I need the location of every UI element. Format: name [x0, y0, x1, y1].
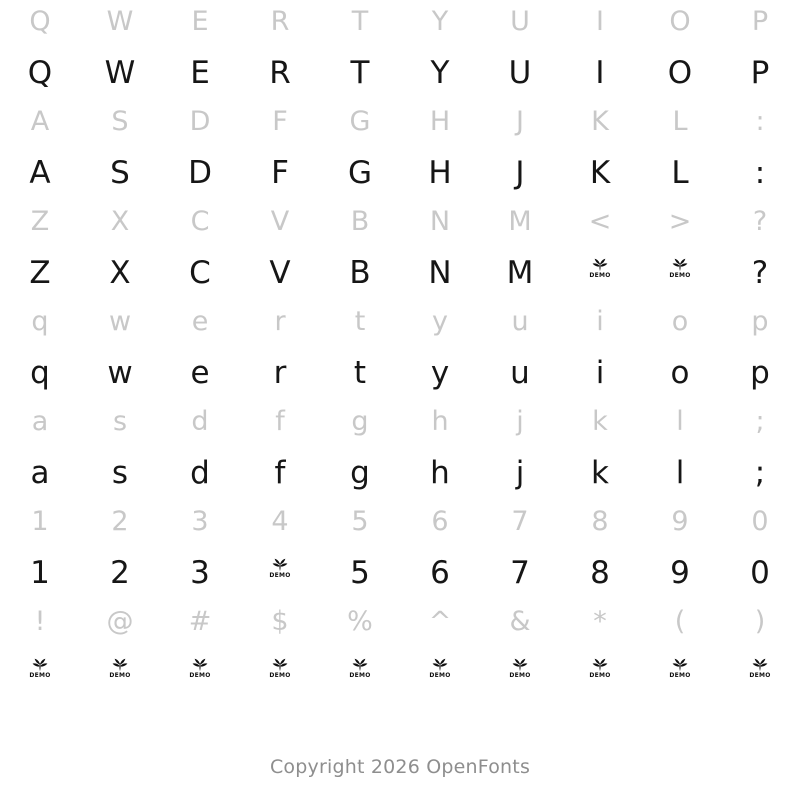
character-key-label: j	[516, 405, 524, 437]
character-cell	[720, 604, 800, 704]
demo-placeholder-label: DEMO	[189, 672, 211, 679]
character-row	[0, 504, 800, 604]
character-glyph: 5	[350, 554, 370, 591]
character-glyph: A	[29, 154, 51, 191]
character-key-label: J	[516, 105, 524, 137]
demo-placeholder-label: DEMO	[749, 672, 771, 679]
character-cell	[80, 404, 160, 504]
character-glyph: D	[188, 154, 212, 191]
demo-placeholder-icon	[420, 656, 460, 696]
character-glyph: G	[347, 154, 373, 191]
character-cell	[400, 4, 480, 104]
character-glyph: ?	[751, 254, 769, 291]
character-key-label: P	[751, 5, 769, 37]
character-key-label: 3	[191, 505, 209, 537]
demo-placeholder-label: DEMO	[29, 672, 51, 679]
character-key-label: q	[31, 305, 49, 337]
character-key-label: h	[431, 405, 449, 437]
character-key-label: H	[429, 105, 451, 137]
character-cell	[160, 304, 240, 404]
character-glyph: ;	[754, 454, 766, 491]
character-key-label: D	[189, 105, 211, 137]
character-cell	[560, 204, 640, 304]
character-glyph: W	[104, 54, 136, 91]
character-key-label: l	[676, 405, 684, 437]
character-cell	[480, 104, 560, 204]
character-key-label: ?	[752, 205, 768, 237]
character-key-label: 4	[271, 505, 289, 537]
character-cell	[480, 504, 560, 604]
character-cell	[720, 404, 800, 504]
character-glyph: f	[274, 454, 286, 491]
character-key-label: f	[275, 405, 285, 437]
character-glyph: T	[350, 54, 370, 91]
character-key-label: X	[110, 205, 130, 237]
character-cell	[560, 4, 640, 104]
character-glyph: N	[428, 254, 452, 291]
character-key-label: W	[106, 5, 134, 37]
demo-placeholder-icon	[340, 656, 380, 696]
character-key-label: t	[354, 305, 366, 337]
character-row	[0, 604, 800, 704]
character-glyph: E	[190, 54, 210, 91]
character-cell	[80, 204, 160, 304]
demo-placeholder-icon	[580, 256, 620, 296]
character-glyph: H	[428, 154, 452, 191]
character-key-label: 7	[511, 505, 529, 537]
character-cell	[480, 604, 560, 704]
character-cell	[640, 404, 720, 504]
demo-placeholder-label: DEMO	[109, 672, 131, 679]
demo-placeholder-label: DEMO	[349, 672, 371, 679]
character-cell	[560, 504, 640, 604]
character-key-label: 8	[591, 505, 609, 537]
character-key-label: r	[274, 305, 286, 337]
character-cell	[0, 4, 80, 104]
character-glyph: R	[269, 54, 291, 91]
character-cell	[160, 504, 240, 604]
demo-placeholder-label: DEMO	[669, 672, 691, 679]
character-key-label: (	[674, 605, 686, 637]
character-glyph: :	[754, 154, 766, 191]
demo-placeholder-icon	[20, 656, 60, 696]
character-key-label: <	[588, 205, 612, 237]
character-glyph: X	[109, 254, 131, 291]
character-glyph: B	[349, 254, 371, 291]
character-cell	[0, 504, 80, 604]
character-cell	[0, 104, 80, 204]
character-key-label: a	[31, 405, 49, 437]
demo-placeholder-icon	[660, 656, 700, 696]
character-glyph: j	[515, 454, 525, 491]
character-row	[0, 4, 800, 104]
character-key-label: $	[271, 605, 289, 637]
demo-placeholder-icon	[260, 656, 300, 696]
character-cell	[80, 4, 160, 104]
character-cell	[160, 404, 240, 504]
character-cell	[400, 404, 480, 504]
character-key-label: N	[429, 205, 451, 237]
character-key-label: o	[671, 305, 689, 337]
character-key-label: 1	[31, 505, 49, 537]
character-cell	[320, 204, 400, 304]
character-cell	[720, 204, 800, 304]
character-glyph: 7	[510, 554, 530, 591]
character-key-label: F	[272, 105, 288, 137]
character-cell	[480, 404, 560, 504]
character-glyph: s	[111, 454, 129, 491]
character-glyph: O	[667, 54, 693, 91]
character-glyph: 0	[750, 554, 770, 591]
character-key-label: :	[755, 105, 765, 137]
character-key-label: >	[668, 205, 692, 237]
character-glyph: 2	[110, 554, 130, 591]
character-key-label: )	[754, 605, 766, 637]
character-glyph: 3	[190, 554, 210, 591]
character-cell	[640, 104, 720, 204]
demo-placeholder-icon	[580, 656, 620, 696]
character-key-label: ^	[428, 605, 452, 637]
character-row	[0, 404, 800, 504]
character-glyph: 9	[670, 554, 690, 591]
character-glyph: t	[353, 354, 367, 391]
demo-placeholder-icon	[180, 656, 220, 696]
character-key-label: 9	[671, 505, 689, 537]
character-glyph: p	[750, 354, 770, 391]
character-key-label: #	[188, 605, 212, 637]
character-cell	[480, 304, 560, 404]
demo-placeholder-label: DEMO	[589, 672, 611, 679]
character-cell	[480, 4, 560, 104]
character-glyph: r	[273, 354, 287, 391]
character-key-label: *	[593, 605, 607, 637]
character-glyph: e	[190, 354, 210, 391]
character-key-label: @	[106, 605, 134, 637]
character-cell	[0, 404, 80, 504]
character-glyph: u	[510, 354, 530, 391]
character-cell	[320, 404, 400, 504]
character-cell	[320, 104, 400, 204]
character-cell	[640, 204, 720, 304]
character-glyph: K	[589, 154, 611, 191]
character-cell	[240, 104, 320, 204]
character-cell	[400, 604, 480, 704]
character-cell	[80, 104, 160, 204]
character-cell	[160, 204, 240, 304]
character-cell	[400, 104, 480, 204]
character-glyph: w	[107, 354, 133, 391]
character-cell	[560, 404, 640, 504]
character-key-label: %	[347, 605, 373, 637]
character-cell	[240, 4, 320, 104]
character-glyph: 6	[430, 554, 450, 591]
character-glyph: 8	[590, 554, 610, 591]
character-glyph: d	[190, 454, 210, 491]
character-cell	[560, 604, 640, 704]
demo-placeholder-icon	[100, 656, 140, 696]
character-glyph: C	[189, 254, 211, 291]
character-cell	[400, 304, 480, 404]
demo-placeholder-icon	[260, 556, 300, 596]
character-key-label: L	[672, 105, 688, 137]
character-glyph: P	[750, 54, 770, 91]
character-key-label: Z	[30, 205, 50, 237]
character-key-label: Y	[431, 5, 449, 37]
character-cell	[640, 604, 720, 704]
character-row	[0, 204, 800, 304]
character-cell	[320, 504, 400, 604]
character-cell	[560, 104, 640, 204]
character-glyph: V	[269, 254, 291, 291]
character-cell	[80, 604, 160, 704]
character-cell	[240, 604, 320, 704]
copyright-notice: Copyright 2026 OpenFonts	[269, 756, 531, 778]
character-glyph: J	[515, 154, 525, 191]
character-cell	[160, 604, 240, 704]
character-key-label: p	[751, 305, 769, 337]
character-key-label: S	[111, 105, 129, 137]
character-key-label: !	[34, 605, 46, 637]
character-cell	[80, 504, 160, 604]
character-cell	[320, 4, 400, 104]
character-key-label: 5	[351, 505, 369, 537]
character-cell	[480, 204, 560, 304]
character-cell	[0, 304, 80, 404]
character-cell	[240, 204, 320, 304]
character-glyph: o	[670, 354, 690, 391]
demo-placeholder-label: DEMO	[429, 672, 451, 679]
character-glyph: y	[430, 354, 450, 391]
character-cell	[80, 304, 160, 404]
character-glyph: 1	[30, 554, 50, 591]
character-glyph: L	[671, 154, 689, 191]
character-cell	[640, 4, 720, 104]
character-cell	[320, 304, 400, 404]
character-key-label: e	[191, 305, 209, 337]
character-key-label: k	[592, 405, 608, 437]
character-key-label: w	[108, 305, 132, 337]
character-cell	[400, 204, 480, 304]
character-key-label: A	[30, 105, 50, 137]
character-cell	[720, 504, 800, 604]
character-key-label: R	[270, 5, 290, 37]
character-key-label: ;	[755, 405, 765, 437]
character-key-label: Q	[29, 5, 51, 37]
character-glyph: i	[595, 354, 605, 391]
character-cell	[240, 504, 320, 604]
character-cell	[0, 604, 80, 704]
character-key-label: K	[591, 105, 609, 137]
character-key-label: 2	[111, 505, 129, 537]
character-key-label: T	[351, 5, 369, 37]
character-key-label: V	[270, 205, 290, 237]
character-glyph: Q	[27, 54, 53, 91]
character-key-label: 0	[751, 505, 769, 537]
demo-placeholder-label: DEMO	[589, 272, 611, 279]
character-key-label: M	[508, 205, 532, 237]
character-key-label: &	[509, 605, 531, 637]
character-cell	[0, 204, 80, 304]
character-cell	[640, 504, 720, 604]
demo-placeholder-icon	[740, 656, 780, 696]
demo-placeholder-label: DEMO	[269, 572, 291, 579]
character-key-label: d	[191, 405, 209, 437]
character-glyph: h	[430, 454, 450, 491]
character-glyph: q	[30, 354, 50, 391]
character-cell	[400, 504, 480, 604]
character-cell	[720, 104, 800, 204]
character-key-label: E	[191, 5, 209, 37]
character-key-label: C	[190, 205, 210, 237]
character-glyph: U	[508, 54, 532, 91]
character-cell	[160, 4, 240, 104]
character-cell	[160, 104, 240, 204]
demo-placeholder-label: DEMO	[509, 672, 531, 679]
character-key-label: 6	[431, 505, 449, 537]
character-cell	[320, 604, 400, 704]
character-glyph: M	[506, 254, 534, 291]
character-key-label: B	[350, 205, 370, 237]
character-key-label: O	[669, 5, 691, 37]
character-row	[0, 104, 800, 204]
character-glyph: k	[591, 454, 609, 491]
character-key-label: g	[351, 405, 369, 437]
character-cell	[240, 304, 320, 404]
character-key-label: U	[510, 5, 530, 37]
character-cell	[720, 4, 800, 104]
character-key-label: i	[596, 305, 604, 337]
demo-placeholder-label: DEMO	[269, 672, 291, 679]
demo-placeholder-icon	[660, 256, 700, 296]
character-glyph: S	[110, 154, 130, 191]
character-glyph: I	[595, 54, 605, 91]
character-key-label: u	[511, 305, 529, 337]
character-key-label: y	[432, 305, 448, 337]
character-key-label: G	[349, 105, 371, 137]
character-key-label: s	[112, 405, 128, 437]
character-key-label: I	[596, 5, 604, 37]
character-glyph: a	[30, 454, 50, 491]
character-glyph: l	[675, 454, 685, 491]
demo-placeholder-label: DEMO	[669, 272, 691, 279]
character-glyph: Z	[29, 254, 51, 291]
demo-placeholder-icon	[500, 656, 540, 696]
character-cell	[640, 304, 720, 404]
character-cell	[240, 404, 320, 504]
character-cell	[720, 304, 800, 404]
character-glyph: Y	[430, 54, 450, 91]
character-cell	[560, 304, 640, 404]
character-row	[0, 304, 800, 404]
character-glyph: g	[350, 454, 370, 491]
character-glyph: F	[271, 154, 289, 191]
